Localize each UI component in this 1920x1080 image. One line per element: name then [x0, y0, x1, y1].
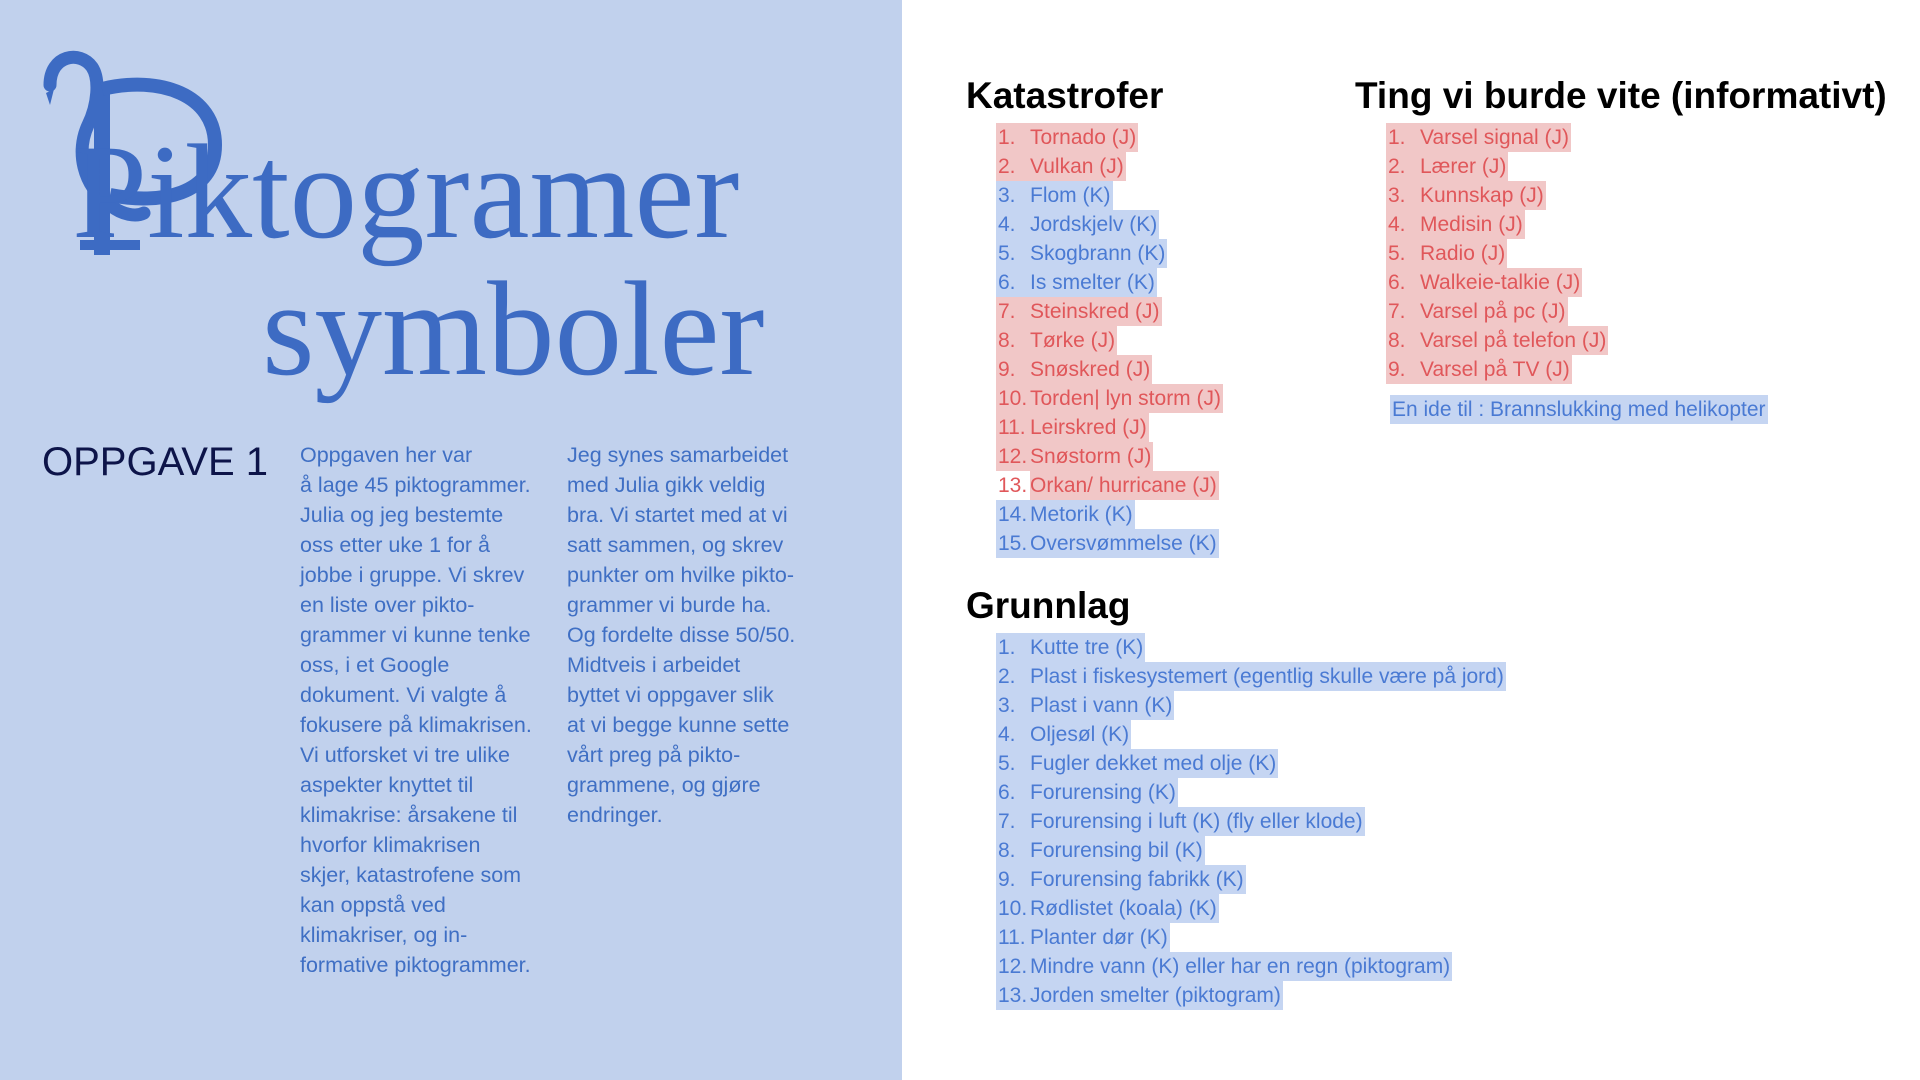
list-item-body [1386, 326, 1608, 355]
text-line: fokusere på klimakrisen. [300, 713, 532, 737]
text-line: vårt preg på pikto- [567, 743, 741, 767]
list-item [996, 297, 1223, 326]
list-item [996, 865, 1506, 894]
list-item-body [996, 384, 1223, 413]
list-item-number: 8. [998, 329, 1016, 352]
list-item-body [1386, 210, 1525, 239]
list-item-label: Steinskred (J) [1030, 300, 1160, 323]
list-item-number: 1. [998, 636, 1016, 659]
list-item-number: 5. [998, 242, 1016, 265]
list-item-number: 11. [998, 926, 1026, 949]
grunnlag-list [996, 633, 1506, 1010]
list-item [1386, 239, 1608, 268]
list-item-number: 12. [998, 955, 1028, 978]
list-item-number: 14. [998, 503, 1028, 526]
list-item-number: 6. [998, 271, 1016, 294]
description-column-1 [300, 440, 532, 980]
text-line: Og fordelte disse 50/50. [567, 623, 796, 647]
list-item-label: Tornado (J) [1030, 126, 1137, 149]
text-line: dokument. Vi valgte å [300, 683, 507, 707]
list-item [1386, 123, 1608, 152]
katastrofer-list [996, 123, 1223, 558]
grunnlag-heading: Grunnlag [966, 585, 1131, 626]
text-line: Vi utforsket vi tre ulike [300, 743, 510, 767]
list-item-body [996, 952, 1452, 981]
text-line: hvorfor klimakrisen [300, 833, 481, 857]
list-item-body [996, 923, 1170, 952]
list-item-label: Snøstorm (J) [1030, 445, 1152, 468]
list-item [996, 442, 1223, 471]
list-item-body [996, 326, 1117, 355]
list-item-number: 15. [998, 532, 1028, 555]
text-line: aspekter knyttet til [300, 773, 474, 797]
list-item [996, 836, 1506, 865]
list-item-body [996, 981, 1283, 1010]
list-item-body [996, 662, 1506, 691]
list-item-label: Forurensing bil (K) [1030, 839, 1203, 862]
list-item-label: Planter dør (K) [1030, 926, 1168, 949]
list-item-number: 8. [1388, 329, 1406, 352]
list-item-label: Fugler dekket med olje (K) [1030, 752, 1277, 775]
list-item-label: Skogbrann (K) [1030, 242, 1166, 265]
list-item-number: 3. [1388, 184, 1406, 207]
list-item-number: 5. [1388, 242, 1406, 265]
list-item-number: 2. [998, 155, 1016, 178]
list-item-body [996, 778, 1178, 807]
list-item-body [996, 471, 1219, 500]
list-item [996, 471, 1223, 500]
list-item-body [996, 210, 1159, 239]
list-item-body [996, 749, 1278, 778]
text-line: Julia og jeg bestemte [300, 503, 504, 527]
page-title-line2: symboler [262, 255, 765, 404]
list-item-number: 8. [998, 839, 1016, 862]
text-line: med Julia gikk veldig [567, 473, 766, 497]
list-item-number: 13. [996, 471, 1030, 500]
list-item-number: 7. [998, 300, 1016, 323]
list-item-body [996, 633, 1145, 662]
list-item-label: Rødlistet (koala) (K) [1030, 897, 1217, 920]
list-item-label: Varsel på TV (J) [1420, 358, 1570, 381]
text-line: at vi begge kunne sette [567, 713, 790, 737]
list-item-label: Lærer (J) [1420, 155, 1507, 178]
list-item-label: Radio (J) [1420, 242, 1506, 265]
text-line: satt sammen, og skrev [567, 533, 784, 557]
list-item-label: Snøskred (J) [1030, 358, 1151, 381]
list-item-label: Torden| lyn storm (J) [1030, 387, 1221, 410]
list-item-body [996, 529, 1219, 558]
text-line: oss, i et Google [300, 653, 450, 677]
list-item-number: 1. [1388, 126, 1406, 149]
list-item [996, 981, 1506, 1010]
list-item-number: 4. [998, 723, 1016, 746]
list-item [996, 952, 1506, 981]
list-item-body [996, 865, 1246, 894]
list-item-body [996, 268, 1157, 297]
ting-heading: Ting vi burde vite (informativt) [1355, 75, 1887, 116]
ting-list [1386, 123, 1608, 384]
list-item-number: 3. [998, 184, 1016, 207]
list-item-number: 1. [998, 126, 1016, 149]
list-item [996, 152, 1223, 181]
list-item [996, 807, 1506, 836]
text-line: å lage 45 piktogrammer. [300, 473, 531, 497]
list-item-body [996, 123, 1138, 152]
text-line: Jeg synes samarbeidet [567, 443, 789, 467]
list-item-label: Mindre vann (K) eller har en regn (piktogram) [1030, 955, 1451, 978]
list-item-label: Varsel signal (J) [1420, 126, 1569, 149]
list-item [1386, 326, 1608, 355]
list-item [996, 923, 1506, 952]
list-item-body [1386, 355, 1572, 384]
list-item-body [1386, 239, 1507, 268]
list-item [996, 384, 1223, 413]
list-item-body [996, 836, 1205, 865]
list-item-number: 9. [998, 868, 1016, 891]
list-item-number: 10. [998, 897, 1028, 920]
list-item-body [996, 355, 1152, 384]
list-item [996, 529, 1223, 558]
description-column-2 [567, 440, 795, 830]
list-item-label: Medisin (J) [1420, 213, 1523, 236]
list-item-body [996, 297, 1162, 326]
list-item-body [1386, 297, 1568, 326]
page-title-line1: Piktogramer [72, 118, 740, 267]
list-item [996, 355, 1223, 384]
text-line: klimakrise: årsakene til [300, 803, 518, 827]
list-item-label: Varsel på pc (J) [1420, 300, 1566, 323]
list-item-body [1386, 123, 1571, 152]
list-item-body [996, 894, 1219, 923]
list-item-label: Jordskjelv (K) [1030, 213, 1158, 236]
list-item-number: 9. [998, 358, 1016, 381]
list-item-label: Orkan/ hurricane (J) [1030, 474, 1217, 497]
list-item [996, 239, 1223, 268]
list-item-body [1386, 268, 1582, 297]
list-item-label: Is smelter (K) [1030, 271, 1155, 294]
list-item-number: 6. [1388, 271, 1406, 294]
list-item [996, 181, 1223, 210]
list-item [996, 749, 1506, 778]
list-item [996, 778, 1506, 807]
list-item-label: Leirskred (J) [1030, 416, 1147, 439]
list-item-body [1386, 152, 1508, 181]
list-item-number: 4. [1388, 213, 1406, 236]
list-item [1386, 268, 1608, 297]
list-item-number: 3. [998, 694, 1016, 717]
list-item-number: 5. [998, 752, 1016, 775]
list-item [996, 123, 1223, 152]
list-item-number: 9. [1388, 358, 1406, 381]
list-item-number: 4. [998, 213, 1016, 236]
text-line: grammer vi burde ha. [567, 593, 772, 617]
list-item [996, 210, 1223, 239]
text-line: formative piktogrammer. [300, 953, 531, 977]
left-panel [0, 0, 902, 1080]
text-line: Oppgaven her var [300, 443, 473, 467]
list-item-label: Oljesøl (K) [1030, 723, 1130, 746]
list-item-number: 12. [998, 445, 1028, 468]
list-item-body [1386, 181, 1546, 210]
list-item [996, 500, 1223, 529]
katastrofer-heading: Katastrofer [966, 75, 1164, 116]
list-item-number: 13. [998, 984, 1028, 1007]
list-item [996, 894, 1506, 923]
list-item-label: Forurensing fabrikk (K) [1030, 868, 1244, 891]
list-item [1386, 210, 1608, 239]
list-item [996, 633, 1506, 662]
list-item-label: Metorik (K) [1030, 503, 1133, 526]
list-item-body [996, 442, 1153, 471]
list-item [996, 691, 1506, 720]
list-item-label: Kunnskap (J) [1420, 184, 1544, 207]
text-line: skjer, katastrofene som [300, 863, 522, 887]
list-item-body [996, 239, 1167, 268]
list-item-number: 10. [998, 387, 1028, 410]
list-item [1386, 152, 1608, 181]
list-item [1386, 355, 1608, 384]
list-item [996, 720, 1506, 749]
list-item-label: Flom (K) [1030, 184, 1111, 207]
list-item-label: Tørke (J) [1030, 329, 1116, 352]
list-item-body [996, 413, 1149, 442]
list-item-label: Forurensing (K) [1030, 781, 1176, 804]
text-line: endringer. [567, 803, 663, 827]
list-item-body [996, 807, 1365, 836]
list-item-label: Walkeie-talkie (J) [1420, 271, 1581, 294]
list-item [1386, 297, 1608, 326]
list-item [996, 413, 1223, 442]
list-item-label: Jorden smelter (piktogram) [1030, 984, 1281, 1007]
text-line: en liste over pikto- [300, 593, 475, 617]
text-line: oss etter uke 1 for å [300, 533, 491, 557]
list-item-label: Vulkan (J) [1030, 155, 1124, 178]
list-item [1386, 181, 1608, 210]
list-item [996, 268, 1223, 297]
text-line: jobbe i gruppe. Vi skrev [300, 563, 525, 587]
text-line: kan oppstå ved [300, 893, 446, 917]
list-item-number: 7. [998, 810, 1016, 833]
list-item-number: 2. [998, 665, 1016, 688]
list-item-number: 2. [1388, 155, 1406, 178]
text-line: byttet vi oppgaver slik [567, 683, 774, 707]
list-item-label: Forurensing i luft (K) (fly eller klode) [1030, 810, 1363, 833]
text-line: klimakriser, og in- [300, 923, 468, 947]
list-item [996, 326, 1223, 355]
list-item-body [996, 691, 1174, 720]
list-item-number: 11. [998, 416, 1026, 439]
text-line: grammene, og gjøre [567, 773, 761, 797]
list-item-label: Oversvømmelse (K) [1030, 532, 1217, 555]
list-item-number: 6. [998, 781, 1016, 804]
text-line: bra. Vi startet med at vi [567, 503, 788, 527]
list-item [996, 662, 1506, 691]
list-item-label: Kutte tre (K) [1030, 636, 1144, 659]
list-item-label: Plast i fiskesystemert (egentlig skulle være på jord) [1030, 665, 1504, 688]
text-line: grammer vi kunne tenke [300, 623, 531, 647]
list-item-number: 7. [1388, 300, 1406, 323]
list-item-body [996, 500, 1135, 529]
list-item-body [996, 720, 1131, 749]
text-line: punkter om hvilke pikto- [567, 563, 795, 587]
text-line: Midtveis i arbeidet [567, 653, 741, 677]
task-heading: OPPGAVE 1 [42, 440, 269, 484]
idea-note: En ide til : Brannslukking med helikopter [1390, 395, 1768, 424]
list-item-label: Plast i vann (K) [1030, 694, 1173, 717]
list-item-label: Varsel på telefon (J) [1420, 329, 1607, 352]
list-item-body [996, 152, 1126, 181]
list-item-body [996, 181, 1113, 210]
